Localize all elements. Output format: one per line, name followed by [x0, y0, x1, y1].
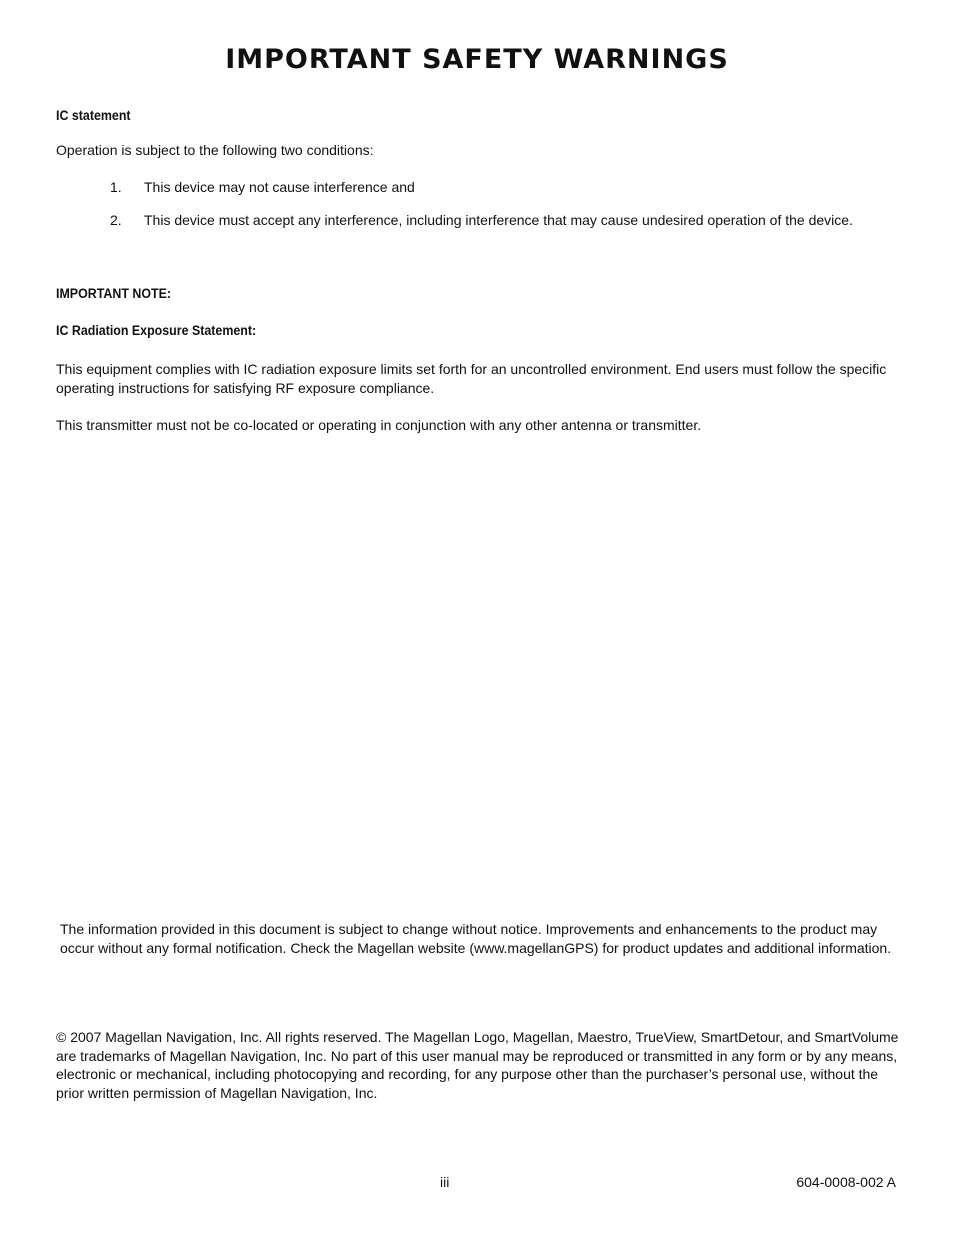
page-title: IMPORTANT SAFETY WARNINGS — [225, 44, 729, 75]
copyright-notice: © 2007 Magellan Navigation, Inc. All rights reserved. The Magellan Logo, Magellan, Maestro, TrueView, SmartDetour, and SmartVolume are trademarks of Magellan Navigation, Inc. No part of this user manual may be reproduced or transmitted in any form or by any means, electronic or mechanical, including photocopying and recording, for any purpose other than the purchaser’s personal use, without the prior written permission of Magellan Navigation, Inc. — [56, 1029, 899, 1102]
important-note-heading: IMPORTANT NOTE: — [56, 286, 171, 301]
list-text: This device must accept any interference, including interference that may cause undesired operation of the device. — [144, 212, 853, 228]
radiation-compliance-paragraph: This equipment complies with IC radiation exposure limits set forth for an uncontrolled environment. End users must follow the specific operating instructions for satisfying RF exposure compliance. — [56, 361, 887, 396]
radiation-exposure-heading: IC Radiation Exposure Statement: — [56, 323, 257, 338]
list-text: This device may not cause interference and — [144, 179, 415, 195]
ic-statement-heading: IC statement — [56, 108, 131, 123]
list-number: 2. — [110, 212, 122, 228]
list-number: 1. — [110, 179, 122, 195]
colocation-paragraph: This transmitter must not be co-located or operating in conjunction with any other antenna or transmitter. — [56, 417, 702, 433]
information-notice: The information provided in this document is subject to change without notice. Improvements and enhancements to the product may occur without any formal notification. Check the Magellan website (www.magellanGPS) for product updates and additional information. — [60, 921, 892, 956]
document-number: 604-0008-002 A — [796, 1174, 896, 1190]
conditions-intro: Operation is subject to the following two conditions: — [56, 142, 374, 158]
page-number: iii — [440, 1174, 450, 1190]
